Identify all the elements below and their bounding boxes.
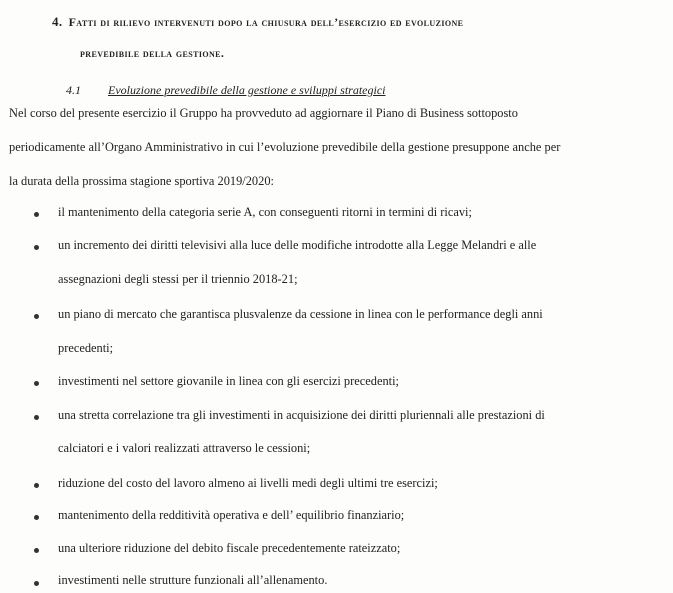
bullet-icon <box>33 547 41 555</box>
section-heading-continued <box>80 46 673 61</box>
list-item-7: mantenimento della redditività operativa e dell’ equilibrio finanziario; <box>58 508 405 522</box>
bullet-icon <box>33 211 41 219</box>
list-item-2: un incremento dei diritti televisivi alla luce delle modifiche introdotte alla Legge Melandri e alle <box>58 238 537 252</box>
bullet-icon <box>33 244 41 252</box>
intro-line-1: Nel corso del presente esercizio il Gruppo ha provveduto ad aggiornare il Piano di Business sottoposto <box>9 106 518 120</box>
bullet-icon <box>33 514 41 522</box>
section-heading <box>52 14 652 30</box>
list-item-8: una ulteriore riduzione del debito fiscale precedentemente rateizzato; <box>58 541 401 555</box>
intro-line-3: la durata della prossima stagione sportiva 2019/2020: <box>9 174 274 188</box>
list-item-3: un piano di mercato che garantisca plusvalenze da cessione in linea con le performance degli anni <box>58 307 543 321</box>
bullet-icon <box>33 580 41 588</box>
list-item-3-continued: precedenti; <box>58 341 114 355</box>
bullet-icon <box>33 313 41 321</box>
list-item-2-continued: assegnazioni degli stessi per il triennio 2018-21; <box>58 272 298 286</box>
section-number: 4. <box>52 14 63 29</box>
list-item-6: riduzione del costo del lavoro almeno ai livelli medi degli ultimi tre esercizi; <box>58 476 438 490</box>
list-item-4: investimenti nel settore giovanile in linea con gli esercizi precedenti; <box>58 374 399 388</box>
list-item-5: una stretta correlazione tra gli investimenti in acquisizione dei diritti pluriennali alle prestazioni di <box>58 408 545 422</box>
list-item-9: investimenti nelle strutture funzionali all’allenamento. <box>58 573 328 587</box>
section-title-line-1: Fatti di rilievo intervenuti dopo la chiusura dell’esercizio ed evoluzione <box>68 15 464 29</box>
list-item-5-continued: calciatori e i valori realizzati attraverso le cessioni; <box>58 441 311 455</box>
subsection-heading <box>66 83 386 98</box>
list-item-1: il mantenimento della categoria serie A, con conseguenti ritorni in termini di ricavi; <box>58 205 472 219</box>
intro-line-2: periodicamente all’Organo Amministrativo in cui l’evoluzione prevedibile della gestione presuppone anche per <box>9 140 561 154</box>
bullet-icon <box>33 380 41 388</box>
bullet-icon <box>33 414 41 422</box>
subsection-number: 4.1 <box>66 83 81 97</box>
subsection-title: Evoluzione prevedibile della gestione e sviluppi strategici <box>108 83 386 97</box>
section-title-line-2: prevedibile della gestione. <box>80 46 225 60</box>
bullet-icon <box>33 482 41 490</box>
